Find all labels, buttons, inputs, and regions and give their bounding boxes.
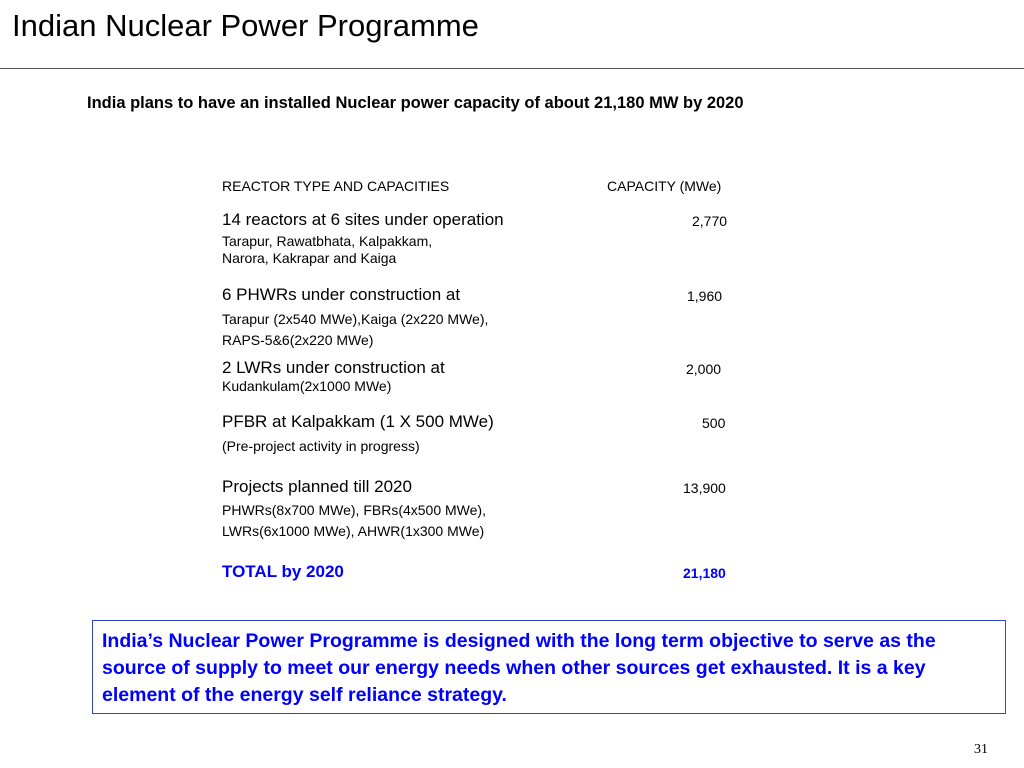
total-capacity: 21,180: [683, 565, 726, 581]
row-detail: Kudankulam(2x1000 MWe): [222, 378, 392, 394]
row-capacity: 1,960: [687, 288, 723, 304]
row-title: Projects planned till 2020: [222, 477, 412, 496]
table-row: [222, 477, 762, 542]
table-row: [222, 412, 762, 455]
row-title: 2 LWRs under construction at: [222, 358, 445, 377]
row-capacity: 2,000: [686, 361, 722, 377]
row-title: 14 reactors at 6 sites under operation: [222, 210, 504, 229]
row-detail: PHWRs(8x700 MWe), FBRs(4x500 MWe),: [222, 502, 486, 518]
slide-subtitle: India plans to have an installed Nuclear power capacity of about 21,180 MW by 2020: [87, 94, 744, 112]
row-detail: Narora, Kakrapar and Kaiga: [222, 250, 397, 266]
page-number: 31: [974, 742, 988, 757]
row-capacity: 2,770: [692, 213, 728, 229]
table-row: [222, 285, 762, 351]
reactor-type-header: REACTOR TYPE AND CAPACITIES: [222, 178, 450, 194]
table-row: [222, 210, 762, 267]
slide-title: Indian Nuclear Power Programme: [12, 8, 479, 43]
row-capacity: 500: [702, 415, 726, 431]
total-label: TOTAL by 2020: [222, 562, 344, 581]
row-title: 6 PHWRs under construction at: [222, 285, 461, 304]
row-detail: Tarapur, Rawatbhata, Kalpakkam,: [222, 233, 433, 249]
row-capacity: 13,900: [683, 480, 726, 496]
row-detail: (Pre-project activity in progress): [222, 438, 420, 454]
row-detail: RAPS-5&6(2x220 MWe): [222, 332, 374, 348]
row-title: PFBR at Kalpakkam (1 X 500 MWe): [222, 412, 494, 431]
total-row: [222, 562, 762, 582]
table-row: [222, 358, 762, 395]
objective-note-text: India’s Nuclear Power Programme is designed with the long term objective to serve as the source of supply to meet our energy needs when other sources get exhausted. It is a key element of the energy self reliance strategy.: [102, 630, 936, 706]
objective-note-box: [92, 620, 1006, 714]
title-divider: [0, 68, 1024, 69]
capacity-header: CAPACITY (MWe): [607, 178, 722, 194]
row-detail: LWRs(6x1000 MWe), AHWR(1x300 MWe): [222, 523, 485, 539]
row-detail: Tarapur (2x540 MWe),Kaiga (2x220 MWe),: [222, 311, 489, 327]
